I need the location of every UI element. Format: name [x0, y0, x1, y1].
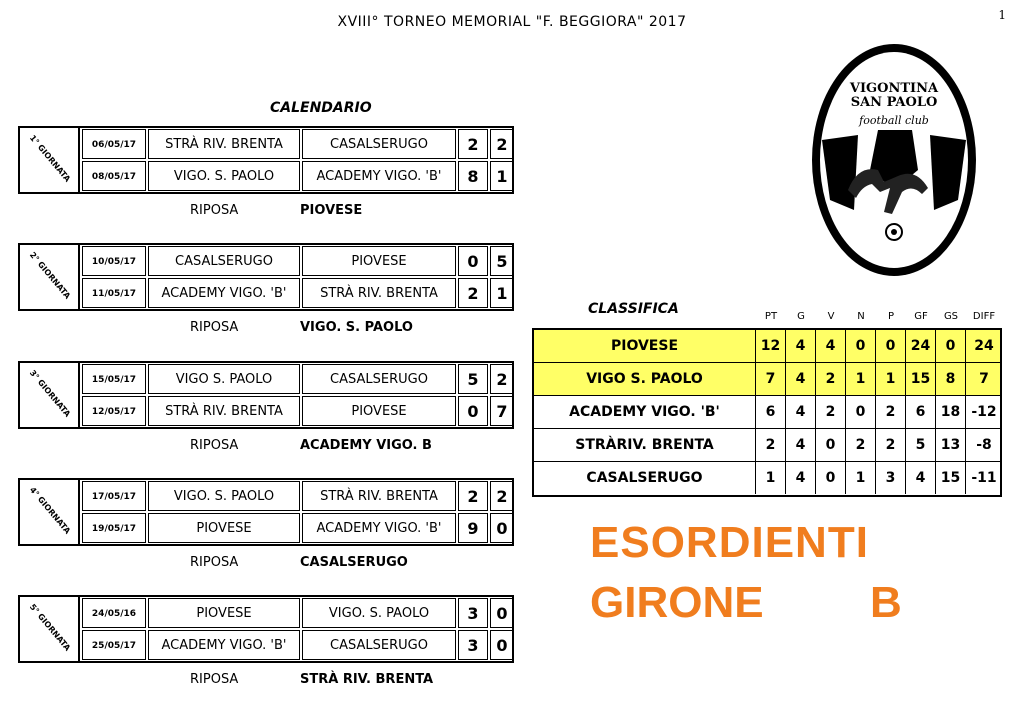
stat-cell: 0	[816, 429, 846, 461]
away-score: 5	[490, 246, 514, 276]
home-score: 3	[458, 598, 488, 628]
column-header: DIFF	[972, 311, 996, 322]
column-header: P	[887, 311, 895, 322]
rest-team: STRÀ RIV. BRENTA	[300, 672, 434, 687]
stat-cell: 2	[876, 429, 906, 461]
round-label: 2° GIORNATA	[27, 250, 73, 301]
logo-text-1: VIGONTINA	[849, 81, 939, 96]
match-date: 24/05/16	[82, 598, 146, 628]
stat-cell: 4	[786, 363, 816, 395]
away-team: PIOVESE	[302, 396, 456, 426]
round-block	[18, 361, 514, 429]
stat-cell: 7	[756, 363, 786, 395]
home-score: 2	[458, 481, 488, 511]
stat-cell: 12	[756, 330, 786, 362]
away-team: STRÀ RIV. BRENTA	[302, 278, 456, 308]
stat-cell: 15	[906, 363, 936, 395]
round-label-cell	[20, 597, 80, 661]
away-score: 1	[490, 161, 514, 191]
home-team: ACADEMY VIGO. 'B'	[148, 278, 300, 308]
team-name: ACADEMY VIGO. 'B'	[534, 396, 756, 428]
away-score: 0	[490, 630, 514, 660]
stat-cell: 4	[786, 462, 816, 494]
round-block	[18, 126, 514, 194]
stat-cell: 0	[816, 462, 846, 494]
stat-cell: 6	[906, 396, 936, 428]
stat-cell: 2	[816, 363, 846, 395]
stat-cell: 8	[936, 363, 966, 395]
column-header: GF	[914, 311, 928, 322]
team-name: CASALSERUGO	[534, 462, 756, 494]
stat-cell: 0	[846, 396, 876, 428]
standings-row	[534, 396, 1000, 429]
away-team: PIOVESE	[302, 246, 456, 276]
logo-text-2: SAN PAOLO	[850, 95, 938, 110]
away-score: 2	[490, 364, 514, 394]
category-title: ESORDIENTI	[590, 518, 869, 567]
stat-cell: 2	[756, 429, 786, 461]
match-row	[80, 481, 512, 511]
stat-cell: 13	[936, 429, 966, 461]
away-score: 1	[490, 278, 514, 308]
rest-label: RIPOSA	[190, 672, 239, 687]
match-row	[80, 598, 512, 628]
rest-row	[190, 555, 408, 570]
home-score: 5	[458, 364, 488, 394]
stat-cell: -12	[971, 404, 997, 420]
away-team: ACADEMY VIGO. 'B'	[302, 161, 456, 191]
home-score: 8	[458, 161, 488, 191]
match-date: 11/05/17	[82, 278, 146, 308]
column-header: G	[797, 311, 805, 322]
stat-cell: 4	[906, 462, 936, 494]
stat-cell: 1	[876, 363, 906, 395]
column-header: PT	[764, 311, 778, 322]
home-score: 3	[458, 630, 488, 660]
stat-cell: 18	[936, 396, 966, 428]
home-team: STRÀ RIV. BRENTA	[148, 396, 300, 426]
standings-row	[534, 462, 1000, 495]
match-row	[80, 364, 512, 394]
stat-cell: -8	[976, 437, 992, 453]
rest-row	[190, 438, 432, 453]
round-label-cell	[20, 480, 80, 544]
away-score: 0	[490, 513, 514, 543]
column-header: N	[857, 311, 865, 322]
match-date: 06/05/17	[82, 129, 146, 159]
calendar-heading: CALENDARIO	[270, 100, 372, 116]
match-row	[80, 129, 512, 159]
rest-team: PIOVESE	[300, 203, 363, 218]
match-row	[80, 396, 512, 426]
rest-row	[190, 203, 363, 218]
home-team: PIOVESE	[148, 598, 300, 628]
round-block	[18, 595, 514, 663]
home-score: 0	[458, 246, 488, 276]
match-date: 17/05/17	[82, 481, 146, 511]
home-team: CASALSERUGO	[148, 246, 300, 276]
match-date: 15/05/17	[82, 364, 146, 394]
round-label-cell	[20, 128, 80, 192]
stat-cell: 2	[816, 396, 846, 428]
stat-cell: -11	[971, 470, 997, 486]
group-letter: B	[870, 578, 902, 627]
round-label-cell	[20, 363, 80, 427]
stat-cell: 4	[786, 429, 816, 461]
stat-cell: 0	[846, 330, 876, 362]
stat-cell: 3	[876, 462, 906, 494]
standings-row	[534, 429, 1000, 462]
rest-label: RIPOSA	[190, 320, 239, 335]
round-block	[18, 243, 514, 311]
team-name: STRÀRIV. BRENTA	[534, 429, 756, 461]
stat-cell: 24	[906, 330, 936, 362]
home-score: 2	[458, 278, 488, 308]
logo-text-3: football club	[859, 114, 929, 127]
match-row	[80, 630, 512, 660]
match-row	[80, 161, 512, 191]
column-header: V	[827, 311, 835, 322]
rest-label: RIPOSA	[190, 555, 239, 570]
stat-cell: 1	[846, 462, 876, 494]
match-row	[80, 513, 512, 543]
rest-team: ACADEMY VIGO. B	[300, 438, 432, 453]
away-score: 2	[490, 481, 514, 511]
column-header: GS	[943, 311, 959, 322]
home-team: VIGO S. PAOLO	[148, 364, 300, 394]
standings-table	[532, 328, 1002, 497]
page-title: XVIII° TORNEO MEMORIAL "F. BEGGIORA" 2017	[337, 14, 687, 30]
group-title: GIRONE	[590, 578, 764, 627]
rest-label: RIPOSA	[190, 438, 239, 453]
rest-team: VIGO. S. PAOLO	[300, 320, 413, 335]
standings-row	[534, 330, 1000, 363]
away-score: 2	[490, 129, 514, 159]
home-team: VIGO. S. PAOLO	[148, 161, 300, 191]
rest-team: CASALSERUGO	[300, 555, 408, 570]
stat-cell: 24	[974, 338, 994, 354]
match-date: 12/05/17	[82, 396, 146, 426]
away-team: ACADEMY VIGO. 'B'	[302, 513, 456, 543]
match-date: 25/05/17	[82, 630, 146, 660]
stat-cell: 5	[906, 429, 936, 461]
stat-cell: 2	[846, 429, 876, 461]
rest-label: RIPOSA	[190, 203, 239, 218]
home-team: PIOVESE	[148, 513, 300, 543]
stat-cell: 4	[786, 396, 816, 428]
stat-cell: 4	[786, 330, 816, 362]
team-name: VIGO S. PAOLO	[534, 363, 756, 395]
stat-cell: 6	[756, 396, 786, 428]
match-date: 10/05/17	[82, 246, 146, 276]
stat-cell: 4	[816, 330, 846, 362]
standings-row	[534, 363, 1000, 396]
round-label: 1° GIORNATA	[27, 133, 73, 184]
stat-cell: 1	[756, 462, 786, 494]
stat-cell: 0	[936, 330, 966, 362]
standings-heading: CLASSIFICA	[588, 301, 679, 317]
stat-cell: 15	[936, 462, 966, 494]
rest-row	[190, 320, 413, 335]
home-score: 0	[458, 396, 488, 426]
stat-cell: 2	[876, 396, 906, 428]
home-team: STRÀ RIV. BRENTA	[148, 129, 300, 159]
home-score: 2	[458, 129, 488, 159]
club-logo	[808, 40, 980, 280]
round-label-cell	[20, 245, 80, 309]
away-team: VIGO. S. PAOLO	[302, 598, 456, 628]
match-date: 08/05/17	[82, 161, 146, 191]
away-team: STRÀ RIV. BRENTA	[302, 481, 456, 511]
stat-cell: 7	[979, 371, 989, 387]
team-name: PIOVESE	[534, 330, 756, 362]
away-score: 7	[490, 396, 514, 426]
away-team: CASALSERUGO	[302, 630, 456, 660]
round-block	[18, 478, 514, 546]
home-team: ACADEMY VIGO. 'B'	[148, 630, 300, 660]
away-score: 0	[490, 598, 514, 628]
match-row	[80, 246, 512, 276]
away-team: CASALSERUGO	[302, 129, 456, 159]
match-date: 19/05/17	[82, 513, 146, 543]
home-team: VIGO. S. PAOLO	[148, 481, 300, 511]
home-score: 9	[458, 513, 488, 543]
page-number: 1	[998, 8, 1006, 22]
stat-cell: 1	[846, 363, 876, 395]
round-label: 4° GIORNATA	[27, 485, 73, 536]
stat-cell: 0	[876, 330, 906, 362]
rest-row	[190, 672, 434, 687]
round-label: 5° GIORNATA	[27, 602, 73, 653]
away-team: CASALSERUGO	[302, 364, 456, 394]
round-label: 3° GIORNATA	[27, 368, 73, 419]
match-row	[80, 278, 512, 308]
